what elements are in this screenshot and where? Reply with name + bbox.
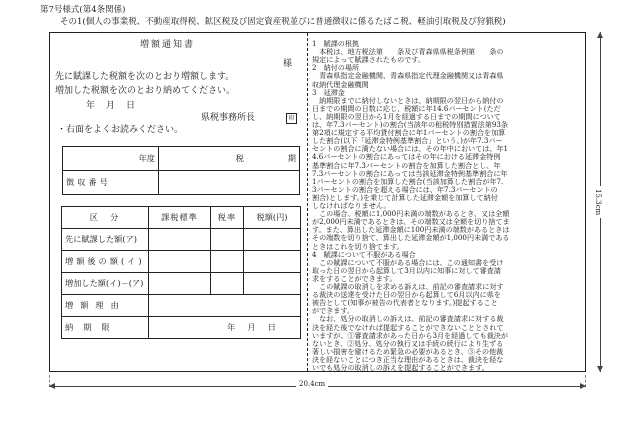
instruction-line: 規定によって賦課されたものです。 xyxy=(312,55,425,65)
instruction-line: る裁決の送達を受けた日の翌日から起算して6月以内に県を xyxy=(312,290,501,300)
table-row xyxy=(62,207,301,229)
instruction-line: 決を経ないことにつき正当な理由があるときは、裁決を経な xyxy=(312,354,504,364)
instruction-line: この賦課の取消しを求める訴えは、前記の審査請求に対す xyxy=(312,282,504,291)
instruction-line: し、納期限の翌日から1月を経過する日までの期間について xyxy=(312,111,501,121)
table-row xyxy=(62,273,301,295)
row-increase-reason: 増額理由 xyxy=(62,295,149,317)
instruction-line: この賦課について不服がある場合には、この通知書を受け xyxy=(312,257,504,267)
collection-number-label: 徴収番号 xyxy=(63,171,159,195)
row-increased-amount: 増額後の額(イ) xyxy=(62,251,149,273)
instruction-line: その端数を切り捨て、算出した延滞金額が1,000円未満である xyxy=(312,233,510,243)
seal-box: 印 xyxy=(286,113,297,124)
instruction-line: 収納代理金融機関 xyxy=(312,79,369,89)
period-label: 期 xyxy=(287,153,296,163)
cell xyxy=(149,273,211,295)
instruction-line: 3 延滞金 xyxy=(312,87,345,97)
instruction-line: 本税は、地方税法第 条及び青森県県税条例第 条の xyxy=(312,47,504,57)
instruction-line: 日までの期間の日数に応じ、税額に年14.6パーセント(ただ xyxy=(312,103,501,113)
issue-date: 年 月 日 xyxy=(86,101,137,111)
cell xyxy=(211,273,244,295)
instruction-line: 納期限までに納付しないときは、納期限の翌日から納付の xyxy=(312,95,504,105)
instruction-line: いでも処分の取消しの訴えを提起することができます。 xyxy=(312,363,489,372)
instruction-line: が2,000円未満であるときは、その端数又は全額を切り捨てま xyxy=(312,217,510,227)
header-tax-rate: 税率 xyxy=(211,207,244,229)
instruction-line: 基準割合に年7.3パーセントの割合を加算した割合とし、年 xyxy=(312,160,501,170)
header-category: 区 分 xyxy=(62,207,149,229)
instruction-line: 割合)とします。)を乗じて計算した延滞金額を加算して納付 xyxy=(312,192,498,202)
office-chief: 県税事務所長 xyxy=(201,113,256,123)
header-tax-base: 課税標準 xyxy=(149,207,211,229)
instruction-line: 4.6パーセントの割合にあってはその年における延滞金特例 xyxy=(312,152,501,162)
instruction-line: セントの割合に満たない場合には、その年中においては、年1 xyxy=(312,144,509,154)
table-row xyxy=(63,171,300,195)
notice-line-2: 増加した税額を次のとおり納めてください。 xyxy=(55,86,236,96)
cell xyxy=(244,229,301,251)
cell xyxy=(211,251,244,273)
tax-id-table xyxy=(62,146,300,195)
instruction-line: 著しい損害を避けるため緊急の必要があるとき、③その他裁 xyxy=(312,346,504,356)
instruction-line: 求をすることができます。 xyxy=(312,273,397,283)
collection-number-value xyxy=(159,171,300,195)
row-prior-amount: 先に賦課した額(ア) xyxy=(62,229,149,251)
due-date-value: 年 月 日 xyxy=(149,317,301,339)
height-dimension-label: 15.3cm xyxy=(594,186,602,218)
instruction-line: は、年7.3パーセント)の割合(当該年の租税特別措置法第93条 xyxy=(312,120,508,129)
fiscal-year-label: 年度 xyxy=(138,153,155,163)
instruction-line: ときはこれを切り捨てます。 xyxy=(312,241,404,251)
reason-value xyxy=(149,295,301,317)
table-row xyxy=(63,147,300,171)
fold-divider xyxy=(307,33,308,371)
instruction-line: 決を経た後でなければ提起することができないこととされて xyxy=(312,322,504,332)
notice-line-1: 先に賦課した税額を次のとおり増額します。 xyxy=(55,72,235,82)
amount-table xyxy=(61,206,301,339)
cell xyxy=(211,229,244,251)
cell xyxy=(149,229,211,251)
instruction-line: 青森県指定金融機関、青森県指定代理金融機関又は青森県 xyxy=(312,71,504,81)
instruction-line: 1 賦課の根拠 xyxy=(312,39,360,48)
header-tax-amount: 税額(円) xyxy=(244,207,301,229)
table-row xyxy=(62,317,301,339)
table-row xyxy=(62,229,301,251)
instruction-line: ないとき、②処分、処分の執行又は手続の続行により生ずる xyxy=(312,338,504,348)
instruction-line: 取った日の翌日から起算して3月以内に知事に対して審査請 xyxy=(312,265,501,275)
tax-period-cell xyxy=(159,147,300,171)
cell xyxy=(149,251,211,273)
table-row xyxy=(62,295,301,317)
instruction-line: 2 納付の場所 xyxy=(312,63,360,73)
instruction-line: この場合、税額に1,000円未満の端数があるとき、又は全額 xyxy=(312,209,510,219)
instruction-line: しなければなりません。 xyxy=(312,201,391,210)
table-row xyxy=(62,251,301,273)
row-due-date: 納期限 xyxy=(62,317,149,339)
addressee-suffix: 様 xyxy=(283,59,293,69)
instruction-line: す。また、算出した延滞金額に100円未満の端数があるときは xyxy=(312,225,510,235)
fiscal-year-cell xyxy=(63,147,159,171)
cell xyxy=(244,273,301,295)
cell xyxy=(244,251,301,273)
row-difference: 増加した額(イ)－(ア) xyxy=(62,273,149,295)
notice-title: 増額通知書 xyxy=(140,40,196,50)
read-right-note: ・右面をよくお読みください。 xyxy=(57,125,184,135)
form-number: 第7号様式(第4条関係) xyxy=(40,5,126,15)
instruction-line: 7.3パーセントの割合にあっては当該延滞金特例基準割合に年 xyxy=(312,168,508,178)
instruction-line: 被告として(知事が被告の代表者となります。)提起すること xyxy=(312,298,498,308)
width-dimension-label: 20.4cm xyxy=(296,380,328,388)
instruction-line: 3パーセントの割合を超える場合には、年7.3パーセントの xyxy=(312,184,498,194)
instruction-line: した割合(以下「延滞金特例基準割合」という。)が年7.3パー xyxy=(312,136,503,146)
form-title: その1(個人の事業税、不動産取得税、鉱区税及び固定資産税並びに普通徴収に係るたばこ税、軽油引取税及び狩猟税) xyxy=(60,17,506,27)
instruction-line: いますが、①審査請求があった日から3月を経過しても裁決が xyxy=(312,330,508,340)
instruction-line: 4 賦課について不服がある場合 xyxy=(312,249,416,259)
tax-label: 税 xyxy=(235,153,244,163)
instruction-line: なお、処分の取消しの訴えは、前記の審査請求に対する裁 xyxy=(312,314,504,324)
instruction-line: ができます。 xyxy=(312,306,354,316)
instruction-line: 第2項に規定する平均貸付割合に年1パーセントの割合を加算 xyxy=(312,128,506,138)
instruction-line: 1パーセントの割合を加算した割合(当該加算した割合が年7. xyxy=(312,176,504,186)
